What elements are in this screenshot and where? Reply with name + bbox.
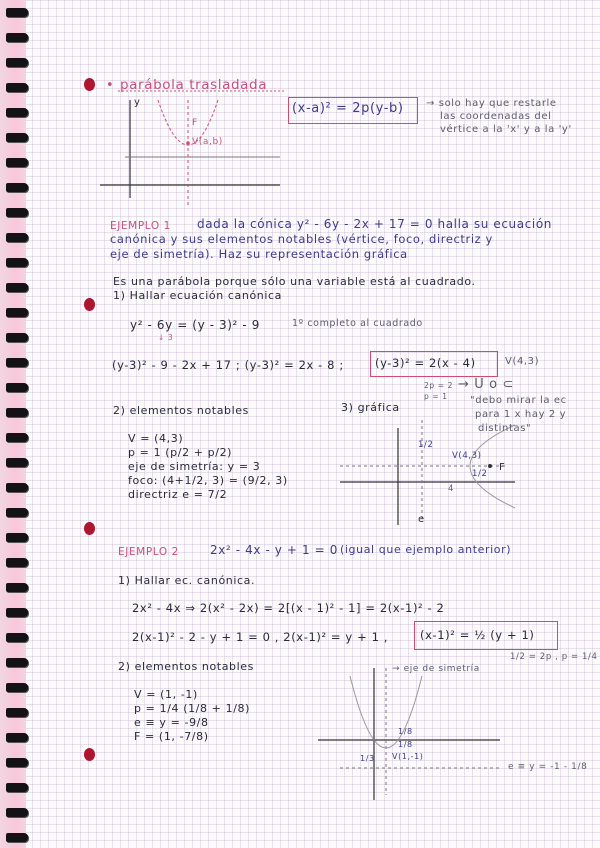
example1-element-p: p = 1 (p/2 + p/2) <box>128 446 233 459</box>
example2-step1: 1) Hallar ec. canónica. <box>118 574 256 587</box>
example2-element-p: p = 1/4 (1/8 + 1/8) <box>134 702 250 715</box>
graph3-tick-2: 1/8 <box>398 740 413 749</box>
example2-eq2: 2(x-1)² - 2 - y + 1 = 0 , 2(x-1)² = y + 1 , <box>132 630 389 644</box>
graph2-half-label: 1/2 <box>418 440 434 450</box>
example2-canonical: (x-1)² = ½ (y + 1) <box>420 628 535 642</box>
example2-step2: 2) elementos notables <box>118 660 254 673</box>
example1-vertex-note: V(4,3) <box>505 356 540 367</box>
example1-2p: 2p = 2 <box>424 381 453 390</box>
example1-heading: EJEMPLO 1 <box>110 220 171 232</box>
example1-intro: Es una parábola porque sólo una variable está al cuadrado. <box>113 275 476 288</box>
graph3-vertex-label: V(1,-1) <box>392 752 424 761</box>
graph2-x-tick: 4 <box>448 484 455 494</box>
example1-canonical: (y-3)² = 2(x - 4) <box>375 356 476 370</box>
example1-element-vertex: V = (4,3) <box>128 432 184 445</box>
example1-statement-line-1: dada la cónica y² - 6y - 2x + 17 = 0 halla su ecuación <box>197 217 552 231</box>
general-formula: (x-a)² = 2p(y-b) <box>292 101 404 116</box>
example2-note: (igual que ejemplo anterior) <box>340 543 512 556</box>
note-line-1: → solo hay que restarle <box>426 98 557 109</box>
graph1-vertex-point <box>186 141 190 145</box>
example1-step1: 1) Hallar ecuación canónica <box>113 289 283 302</box>
graph3-tick-3: 1/3 <box>360 754 375 763</box>
example2-element-focus: F = (1, -7/8) <box>134 730 209 743</box>
example2-heading: EJEMPLO 2 <box>118 546 179 558</box>
graph3-tick-1: 1/8 <box>398 727 413 736</box>
graph2-focus-point <box>488 464 492 468</box>
example1-element-axis: eje de simetría: y = 3 <box>128 460 261 473</box>
graph1-y-label: y <box>134 97 141 108</box>
graph3-directrix-label: e ≡ y = -1 - 1/8 <box>508 762 588 772</box>
graph2-half-label-2: 1/2 <box>472 469 488 479</box>
note-line-2: las coordenadas del <box>440 111 552 122</box>
example1-eq1-sub: ↓ 3 <box>158 333 174 342</box>
example1-mirror-note-2: para 1 x hay 2 y <box>475 409 567 420</box>
graph3-axis-label: → eje de simetría <box>392 664 480 674</box>
graph2-focus-label: F <box>499 462 506 473</box>
example1-statement-line-2: canónica y sus elementos notables (vértice, foco, directriz y <box>110 232 493 246</box>
bullet-point: • <box>106 78 115 93</box>
example1-element-directrix: directriz e = 7/2 <box>128 488 228 501</box>
example1-eq1-note: 1º completo al cuadrado <box>292 318 423 329</box>
example2-equation: 2x² - 4x - y + 1 = 0 <box>210 543 338 557</box>
example1-step2: 2) elementos notables <box>113 404 249 417</box>
example2-sub: 1/2 = 2p , p = 1/4 <box>510 652 598 662</box>
example1-mirror-note-3: distintas" <box>478 423 532 434</box>
example1-eq1: y² - 6y = (y - 3)² - 9 <box>130 318 260 332</box>
example1-statement-line-3: eje de simetría). Haz su representación gráfica <box>110 247 408 261</box>
graph2-directrix-label: e <box>418 514 425 525</box>
example1-step3: 3) gráfica <box>341 401 400 414</box>
example1-p: p = 1 <box>424 392 448 401</box>
example1-symbols: → U o ⊂ <box>458 377 514 392</box>
example1-element-focus: foco: (4+1/2, 3) = (9/2, 3) <box>128 474 288 487</box>
example1-eq2: (y-3)² - 9 - 2x + 17 ; (y-3)² = 2x - 8 ; <box>112 358 344 372</box>
graph1-vertex-label: V(a,b) <box>192 137 223 147</box>
example2-element-directrix: e ≡ y = -9/8 <box>134 716 209 729</box>
example2-eq1: 2x² - 4x ⇒ 2(x² - 2x) = 2[(x - 1)² - 1] = 2(x-1)² - 2 <box>132 601 445 615</box>
example2-element-vertex: V = (1, -1) <box>134 688 198 701</box>
note-line-3: vértice a la 'x' y a la 'y' <box>440 124 572 135</box>
example1-mirror-note-1: "debo mirar la ec <box>470 395 567 406</box>
graph2-vertex-label: V(4,3) <box>452 451 482 461</box>
section-title: parábola trasladada <box>120 77 268 93</box>
graph1-focus-label: F <box>192 118 198 128</box>
